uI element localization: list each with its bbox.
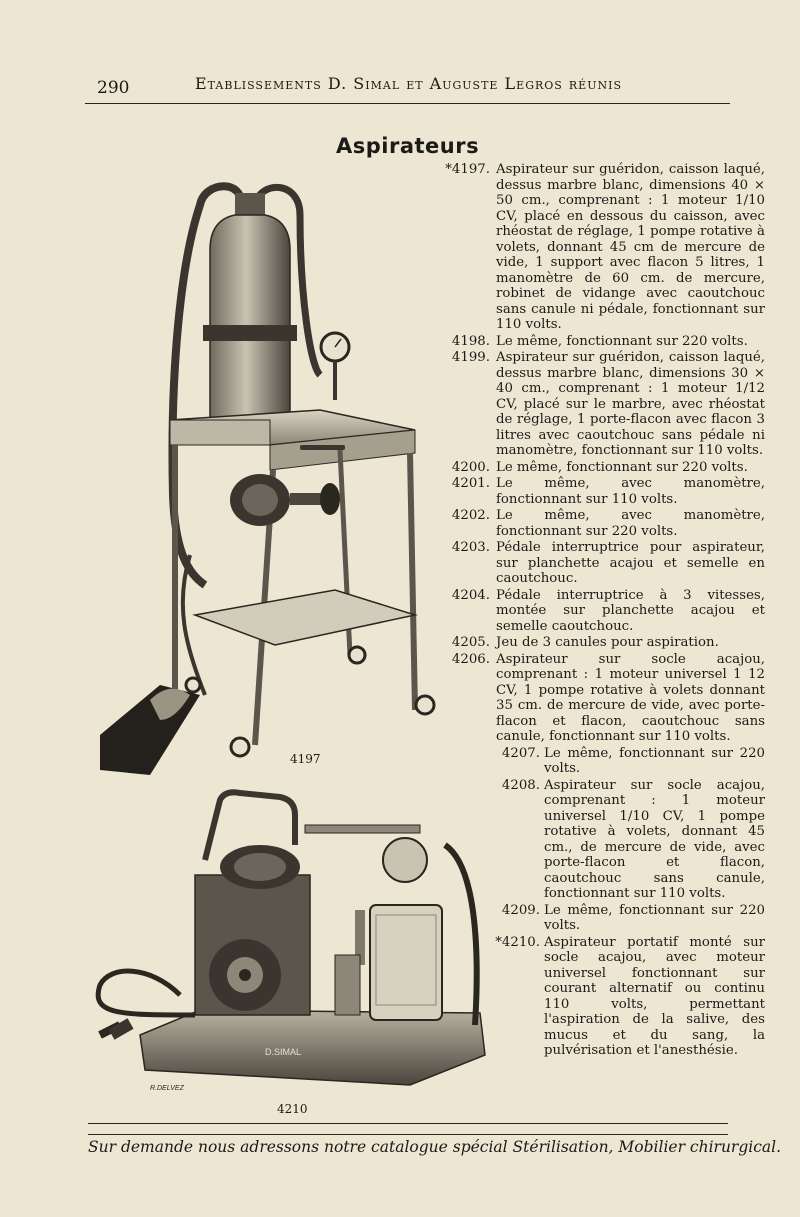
entry-text: Aspirateur sur socle acajou, comprenant : 1 moteur universel 1 12 CV, 1 pompe rotative à volets donnant 35 cm. de mercure de vide, avec porte-flacon et flacon, caoutchouc sans canule, fonctionnant sur 110 volts.	[496, 651, 765, 744]
base-maker-text: D.SIMAL	[265, 1047, 302, 1057]
page-header	[85, 70, 730, 104]
section-title: Aspirateurs	[336, 134, 480, 158]
entry-4203	[440, 540, 765, 587]
entry-4197	[440, 162, 765, 333]
entry-number: 4200.	[451, 459, 490, 475]
figure-4197-aspirator-trolley	[95, 175, 445, 775]
entry-number: *4197.	[445, 162, 490, 177]
entry-number: 4198.	[451, 333, 490, 349]
entry-number: 4206.	[451, 651, 490, 667]
entry-number: 4201.	[451, 476, 490, 491]
footer-note: Sur demande nous adressons notre catalogue spécial Stérilisation, Mobilier chirurgical.	[88, 1138, 782, 1156]
entry-text: Aspirateur portatif monté sur socle acajou, avec moteur universel fonctionnant sur courant alternatif ou continu 110 volts, permettant l'aspiration de la salive, des mucus et du sang, la pulvérisation et l'anesthésie.	[544, 934, 765, 1058]
entry-number: *4210.	[495, 934, 540, 950]
entry-4201	[440, 476, 765, 507]
entry-4198	[440, 334, 765, 350]
entry-text: Pédale interruptrice à 3 vitesses, montée sur planchette acajou et semelle caoutchouc.	[496, 587, 765, 634]
catalog-entries	[440, 162, 765, 1060]
entry-text: Le même, fonctionnant sur 220 volts.	[496, 333, 748, 349]
entry-4209	[440, 903, 765, 934]
entry-4200	[440, 460, 765, 476]
entry-text: Pédale interruptrice pour aspirateur, sur planchette acajou et semelle en caoutchouc.	[496, 540, 765, 586]
entry-text: Le même, fonctionnant sur 220 volts.	[544, 745, 765, 776]
entry-4205	[440, 635, 765, 651]
footer-rule	[88, 1134, 728, 1135]
entry-text: Aspirateur sur guéridon, caisson laqué, dessus marbre blanc, dimensions 40 × 50 cm., comprenant : 1 moteur 1/10 CV, placé en dessous du caisson, avec rhéostat de réglage, 1 pompe rotative à volets, donnant 45 cm de mercure de vide, 1 support avec flacon 5 litres, 1 manomètre de 60 cm. de mercure, robinet de vidange avec caoutchouc sans canule ni pédale, fonctionnant sur 110 volts.	[496, 162, 765, 332]
entry-text: Le même, fonctionnant sur 220 volts.	[544, 902, 765, 933]
entry-text: Le même, avec manomètre, fonctionnant sur 110 volts.	[496, 476, 765, 507]
running-title: Etablissements D. Simal et Auguste Legros réunis	[195, 74, 622, 93]
entry-4210	[440, 935, 765, 1059]
entry-number: 4204.	[451, 587, 490, 603]
entry-4207	[440, 746, 765, 777]
figure-label-4210: 4210	[277, 1102, 308, 1116]
footer-rule	[88, 1123, 728, 1124]
entry-text: Le même, fonctionnant sur 220 volts.	[496, 459, 748, 475]
entry-number: 4207.	[501, 745, 540, 761]
entry-text: Le même, avec manomètre, fonctionnant sur 220 volts.	[496, 508, 765, 539]
entry-text: Aspirateur sur socle acajou, comprenant : 1 moteur universel 1/10 CV, 1 pompe rotative à volets, donnant 45 cm., de mercure de vide, avec porte-flacon et flacon, caoutchouc sans canule, fonctionnant sur 110 volts.	[544, 777, 765, 901]
entry-4202	[440, 508, 765, 539]
engraver-signature: R.DELVEZ	[150, 1085, 184, 1092]
entry-text: Aspirateur sur guéridon, caisson laqué, dessus marbre blanc, dimensions 30 × 40 cm., comprenant : 1 moteur 1/12 CV, placé sur le marbre, avec rhéostat de réglage, 1 porte-flacon avec flacon 3 litres avec caoutchouc sans pédale ni manomètre, fonctionnant sur 110 volts.	[496, 350, 765, 458]
page-number: 290	[97, 78, 130, 98]
entry-number: 4202.	[451, 508, 490, 523]
entry-number: 4199.	[451, 350, 490, 365]
entry-number: 4205.	[451, 635, 490, 650]
figure-4210-portable-aspirator	[80, 785, 500, 1100]
figure-label-4197: 4197	[290, 752, 321, 766]
entry-text: Jeu de 3 canules pour aspiration.	[496, 635, 719, 650]
entry-number: 4208.	[501, 777, 540, 793]
entry-4208	[440, 778, 765, 902]
entry-4206	[440, 652, 765, 745]
header-rule	[85, 103, 730, 104]
entry-4199	[440, 350, 765, 459]
entry-number: 4209.	[501, 902, 540, 918]
entry-4204	[440, 588, 765, 635]
entry-number: 4203.	[451, 540, 490, 555]
